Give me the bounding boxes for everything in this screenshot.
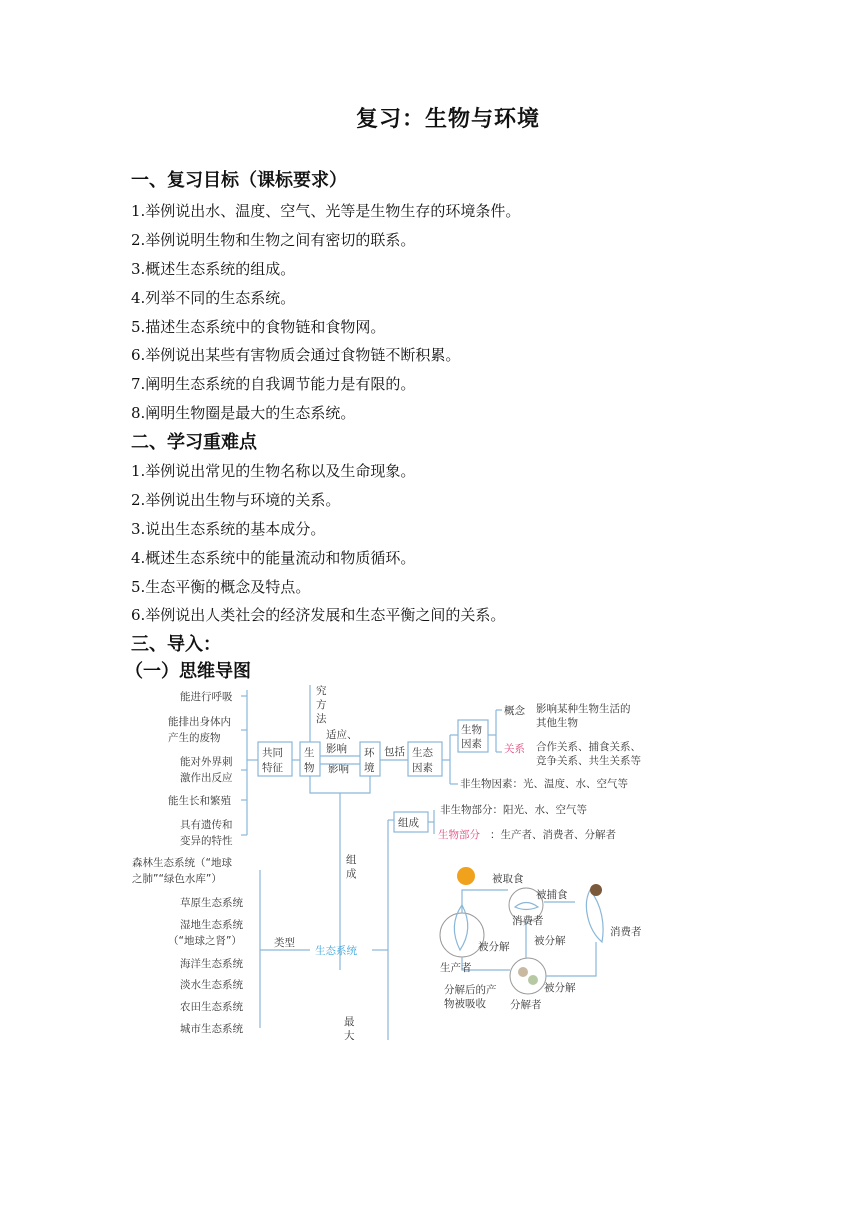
svg-text:海洋生态系统: 海洋生态系统 xyxy=(180,958,243,970)
svg-text:被分解: 被分解 xyxy=(534,935,566,947)
svg-text:农田生态系统: 农田生态系统 xyxy=(180,1001,243,1013)
svg-text:湿地生态系统: 湿地生态系统 xyxy=(180,919,243,931)
svg-text:非生物因素：光、温度、水、空气等: 非生物因素：光、温度、水、空气等 xyxy=(460,778,628,790)
keypoint-item: 6.举例说出人类社会的经济发展和生态平衡之间的关系。 xyxy=(131,606,506,624)
section2-heading: 二、学习重难点 xyxy=(131,432,257,453)
caterpillar-icon xyxy=(515,903,538,910)
svg-text:：生产者、消费者、分解者: ：生产者、消费者、分解者 xyxy=(490,829,616,841)
svg-text:生产者: 生产者 xyxy=(440,962,472,974)
svg-text:被捕食: 被捕食 xyxy=(536,889,568,901)
objective-item: 8.阐明生物圈是最大的生态系统。 xyxy=(131,404,356,422)
objective-item: 5.描述生态系统中的食物链和食物网。 xyxy=(131,318,386,336)
svg-text:类型: 类型 xyxy=(274,937,295,949)
bird-icon xyxy=(586,890,603,942)
svg-text:生物部分: 生物部分 xyxy=(438,829,480,841)
feature-text: 能生长和繁殖 xyxy=(168,795,231,807)
keypoint-item: 5.生态平衡的概念及特点。 xyxy=(131,578,311,596)
svg-text:环: 环 xyxy=(364,747,375,759)
section1-heading: 一、复习目标（课标要求） xyxy=(131,170,347,191)
svg-text:影响: 影响 xyxy=(326,743,347,755)
feature-text: 激作出反应 xyxy=(180,772,233,784)
svg-text:究: 究 xyxy=(316,685,327,697)
svg-text:被取食: 被取食 xyxy=(492,873,524,885)
svg-text:（“地球之肾”）: （“地球之肾”） xyxy=(168,935,242,947)
mindmap-heading: （一）思维导图 xyxy=(125,661,251,682)
plant-icon xyxy=(454,905,467,950)
common-label: 特征 xyxy=(262,762,283,774)
objective-item: 4.列举不同的生态系统。 xyxy=(131,289,296,307)
section3-heading: 三、导入： xyxy=(131,634,221,655)
svg-text:物被吸收: 物被吸收 xyxy=(444,998,486,1010)
keypoint-item: 4.概述生态系统中的能量流动和物质循环。 xyxy=(131,549,416,567)
feature-text: 变异的特性 xyxy=(180,835,233,847)
svg-text:合作关系、捕食关系、: 合作关系、捕食关系、 xyxy=(536,741,641,753)
svg-text:影响某种生物生活的: 影响某种生物生活的 xyxy=(536,703,631,715)
objective-item: 7.阐明生态系统的自我调节能力是有限的。 xyxy=(131,375,416,393)
svg-text:森林生态系统（“地球: 森林生态系统（“地球 xyxy=(132,857,232,869)
objective-item: 3.概述生态系统的组成。 xyxy=(131,260,296,278)
svg-text:之肺”“绿色水库”）: 之肺”“绿色水库”） xyxy=(132,873,222,885)
svg-text:影响: 影响 xyxy=(328,763,349,775)
svg-text:组成: 组成 xyxy=(398,817,419,829)
common-label: 共同 xyxy=(262,747,283,759)
keypoint-item: 3.说出生态系统的基本成分。 xyxy=(131,520,326,538)
mind-map-diagram xyxy=(120,680,690,1040)
svg-text:城市生态系统: 城市生态系统 xyxy=(180,1023,243,1035)
svg-text:物: 物 xyxy=(304,762,315,774)
svg-text:生: 生 xyxy=(304,747,315,759)
feature-text: 能排出身体内 xyxy=(168,716,231,728)
svg-text:非生物部分：阳光、水、空气等: 非生物部分：阳光、水、空气等 xyxy=(440,804,587,816)
ecosystem-label: 生态系统 xyxy=(315,945,357,957)
svg-text:分解后的产: 分解后的产 xyxy=(444,984,497,996)
svg-text:因素: 因素 xyxy=(461,738,482,750)
svg-text:组: 组 xyxy=(346,854,357,866)
svg-text:最: 最 xyxy=(344,1016,355,1028)
svg-text:境: 境 xyxy=(364,762,375,774)
svg-text:生态: 生态 xyxy=(412,747,433,759)
objective-item: 1.举例说出水、温度、空气、光等是生物生存的环境条件。 xyxy=(131,202,521,220)
feature-text: 产生的废物 xyxy=(168,732,221,744)
feature-text: 能进行呼吸 xyxy=(180,691,233,703)
page-title: 复习：生物与环境 xyxy=(355,107,540,132)
feature-text: 能对外界刺 xyxy=(180,756,233,768)
keypoint-item: 1.举例说出常见的生物名称以及生命现象。 xyxy=(131,462,416,480)
objective-item: 6.举例说出某些有害物质会通过食物链不断积累。 xyxy=(131,346,461,364)
svg-text:关系: 关系 xyxy=(504,743,525,755)
svg-text:分解者: 分解者 xyxy=(510,999,542,1011)
svg-text:消费者: 消费者 xyxy=(610,926,642,938)
svg-text:消费者: 消费者 xyxy=(512,915,544,927)
svg-text:其他生物: 其他生物 xyxy=(536,717,578,729)
sun-icon xyxy=(457,867,475,885)
svg-text:成: 成 xyxy=(346,868,357,880)
svg-text:竞争关系、共生关系等: 竞争关系、共生关系等 xyxy=(536,755,641,767)
svg-text:法: 法 xyxy=(316,713,327,725)
feature-text: 具有遗传和 xyxy=(180,819,233,831)
svg-text:方: 方 xyxy=(316,699,327,711)
svg-text:被分解: 被分解 xyxy=(478,941,510,953)
svg-text:大: 大 xyxy=(344,1030,355,1040)
svg-text:包括: 包括 xyxy=(384,746,405,758)
svg-text:概念: 概念 xyxy=(504,705,525,717)
svg-text:被分解: 被分解 xyxy=(544,982,576,994)
objective-item: 2.举例说明生物和生物之间有密切的联系。 xyxy=(131,231,416,249)
svg-text:淡水生态系统: 淡水生态系统 xyxy=(180,979,243,991)
decomposer-circle xyxy=(510,958,546,994)
svg-text:适应、: 适应、 xyxy=(326,729,358,741)
svg-text:草原生态系统: 草原生态系统 xyxy=(180,897,243,909)
svg-text:生物: 生物 xyxy=(461,724,482,736)
svg-text:因素: 因素 xyxy=(412,762,433,774)
keypoint-item: 2.举例说出生物与环境的关系。 xyxy=(131,491,341,509)
